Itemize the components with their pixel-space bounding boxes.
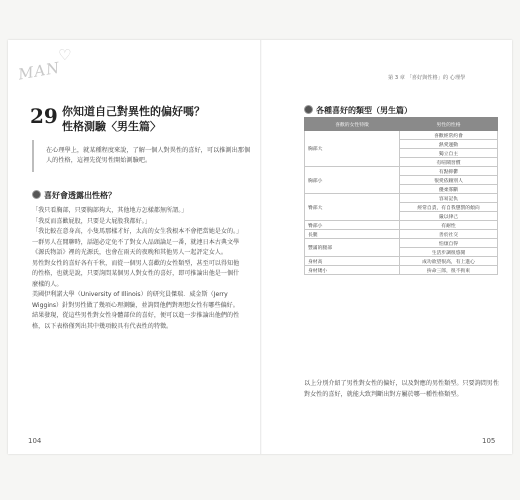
chapter-header: 第 3 章 「喜好與性格」的 心理學	[388, 75, 466, 81]
table-cell-preference: 胸部小	[305, 167, 400, 194]
section-heading-left	[32, 190, 116, 201]
paragraph: 一群男人在閒聊時，話題必定免不了對女人品頭論足一番，就連日本古典文學《源氏物語》裡的光源氏，也會在雨天的夜晚和其他男人一起評定女人。	[32, 238, 240, 256]
chapter-item-number: 29	[30, 104, 58, 128]
table-cell-trait: 獨立自主	[400, 149, 498, 158]
page-title-line-1: 你知道自己對異性的偏好嗎？	[62, 105, 205, 118]
table-row	[305, 239, 498, 248]
section-heading-text: 喜好會透露出性格？	[44, 191, 116, 200]
table-cell-trait: 有點抑鬱	[400, 167, 498, 176]
table-cell-trait: 拚命三郎，很不拘束	[400, 266, 498, 275]
paragraph: 「我反而喜歡屁股，只要是大屁股我都好。」	[32, 217, 151, 225]
table-cell-trait: 成功欲望很高，有上進心	[400, 257, 498, 266]
table-row	[305, 230, 498, 239]
table-cell-preference: 臀部小	[305, 221, 400, 230]
table-row	[305, 167, 498, 176]
table-cell-preference: 豐滿的腿部	[305, 239, 400, 257]
table-cell-trait: 怕煩自得	[400, 239, 498, 248]
paragraph: 男性對女性的喜好各有千秋，而從一個男人喜歡的女性類型，甚至可以得知他的性格，也就是說，只要詢問某個男人對女性的喜好，即可推論出他是一個什麼樣的人。	[32, 259, 240, 288]
preference-table	[304, 117, 498, 275]
table-header-row	[305, 118, 498, 131]
book-spread	[8, 40, 512, 454]
page-number-left: 104	[28, 437, 42, 445]
intro-box: 在心理學上，就某種程度來說，了解一個人對異性的喜好，可以推測出那個人的性格，這裡先從男性開始測驗吧。	[32, 140, 256, 172]
table-cell-trait: 有耐性	[400, 221, 498, 230]
book-gutter	[260, 40, 262, 454]
table-cell-trait: 善於社交	[400, 230, 498, 239]
page-number-right: 105	[482, 437, 496, 445]
column-header-personality: 男性的性格	[400, 118, 498, 131]
table-row	[305, 266, 498, 275]
paragraph: 「我比較在意身高，小隻馬那樣才好，太高的女生我根本不會把當她是女的。」	[32, 228, 243, 235]
body-text	[32, 206, 244, 332]
table-cell-trait: 經常自責，有自我懲罰的傾向	[400, 203, 498, 212]
table-cell-preference: 臀部大	[305, 194, 400, 221]
table-cell-trait: 嚴以律己	[400, 212, 498, 221]
table-cell-preference: 身材矮小	[305, 266, 400, 275]
summary-text: 以上分別介紹了男性對女性的偏好，以及對應的男性類型。只要詢問男性對女性的喜好，就能大致判斷出對方屬於哪一種性格類型。	[304, 380, 499, 398]
table-cell-trait: 熱愛運動	[400, 140, 498, 149]
table-row	[305, 221, 498, 230]
column-header-preference: 喜歡的女性特徵	[305, 118, 400, 131]
table-cell-preference: 長腿	[305, 230, 400, 239]
section-heading-right	[304, 105, 412, 116]
table-cell-trait: 容易記仇	[400, 194, 498, 203]
table-cell-trait: 生活步調很悠閒	[400, 248, 498, 257]
table-row	[305, 131, 498, 140]
table-cell-preference: 胸部大	[305, 131, 400, 167]
bullet-icon	[32, 190, 41, 199]
table-row	[305, 194, 498, 203]
page-title-line-2: 性格測驗〈男生篇〉	[62, 120, 161, 133]
page-title	[62, 104, 205, 134]
paragraph: 「我只看胸部，只要胸部夠大，其他地方怎樣都無所謂。」	[32, 207, 188, 214]
table-row	[305, 257, 498, 266]
table-cell-trait: 有喧鬧習慣	[400, 158, 498, 167]
paragraph: 美國伊利諾大學（University of Illinois）的研究員傑瑞．威金斯（Jerry Wiggins）針對男性做了幾項心理測驗，並詢問他們對理想女性有哪些偏好。結果發現，從這些男性對女性身體部位的喜好，便可以進一步推論出他們的性格，以下表格僅列出其中幾項較具有代表性的特徵。	[32, 291, 240, 330]
table-cell-trait: 很愛依賴別人	[400, 176, 498, 185]
table-title: 各種喜好的類型（男生篇）	[316, 106, 412, 115]
table-cell-trait: 優柔寡斷	[400, 185, 498, 194]
table-cell-trait: 喜歡經常約會	[400, 131, 498, 140]
table-cell-preference: 身材高	[305, 257, 400, 266]
bullet-icon	[304, 105, 313, 114]
heart-icon: ♡	[58, 46, 72, 64]
man-decoration: MAN	[16, 58, 62, 84]
